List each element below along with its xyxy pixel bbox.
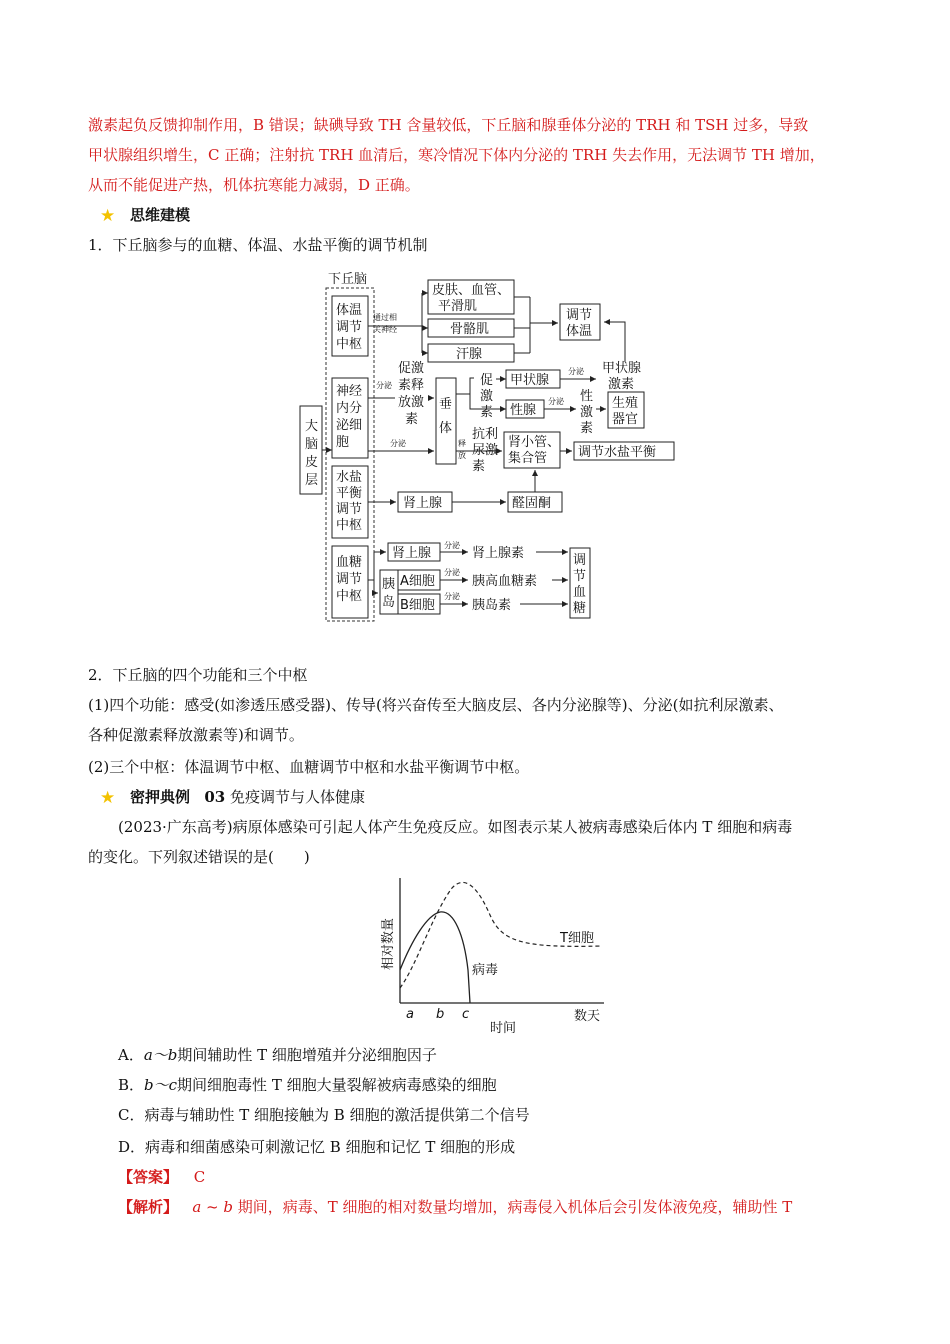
series-label-tcell: T细胞 [560,931,594,946]
glucagon: 胰高血糖素 [472,574,538,589]
releasing-3: 放激 [398,395,425,410]
center-temp-3: 中枢 [336,337,363,352]
example-number: 03 [204,788,226,806]
release-2: 放 [458,451,466,460]
center-neuro-1: 神经 [336,384,363,399]
adrenal: 肾上腺 [403,496,443,511]
releasing-4: 素 [405,412,419,427]
center-water-1: 水盐 [336,470,363,485]
aldosterone: 醛固酮 [512,496,552,511]
a-cell: A细胞 [400,574,435,589]
option-a-range: a～b [143,1046,178,1064]
kidney-1: 肾小管、 [508,435,561,450]
regulate-temp-1: 调节 [566,308,593,323]
center-water-3: 调节 [336,502,363,517]
series-virus [400,912,470,1003]
centers-line: (2)三个中枢：体温调节中枢、血糖调节中枢和水盐平衡调节中枢。 [88,758,530,776]
center-neuro-4: 胞 [336,435,350,450]
release-1: 释 [458,439,466,448]
adh-3: 素 [472,459,486,474]
center-sugar-2: 调节 [336,572,363,587]
option-d-text: 病毒和细菌感染可刺激记忆 B 细胞和记忆 T 细胞的形成 [145,1138,516,1156]
islet-2: 岛 [382,595,396,610]
intro-line-1: 激素起负反馈抑制作用，B 错误；缺碘导致 TH 含量较低，下丘脑和腺垂体分泌的 TRH 和 TSH 过多，导致 [88,116,809,134]
pituitary-2: 体 [439,421,453,436]
tropic-2: 激 [480,389,494,404]
regulate-water: 调节水盐平衡 [578,445,657,460]
question-source: (2023·广东高考) [118,818,233,836]
via-nerve-2: 关神经 [373,325,397,334]
option-b-text: 期间细胞毒性 T 细胞大量裂解被病毒感染的细胞 [177,1076,497,1094]
x-tick-a: a [406,1007,414,1022]
heading-2: 2．下丘脑的四个功能和三个中枢 [88,666,308,684]
center-temp-2: 调节 [336,320,363,335]
adrenal-2: 肾上腺 [392,546,432,561]
virus-tcell-chart [372,870,622,1040]
regulate-temp-2: 体温 [566,324,593,339]
example-heading [130,790,365,805]
center-sugar-3: 中枢 [336,589,363,604]
question-line-1 [118,820,792,835]
releasing-2: 素释 [398,378,425,393]
center-sugar-1: 血糖 [336,555,363,570]
center-neuro-3: 泌细 [336,418,363,433]
star-icon: ★ [100,206,116,226]
tropic-3: 素 [480,405,494,420]
functions-line-2: 各种促激素释放激素等)和调节。 [88,726,304,744]
via-nerve-1: 通过相 [373,313,397,322]
center-temp-1: 体温 [336,303,363,318]
cortex-2: 脑 [305,437,319,452]
kidney-2: 集合管 [508,451,548,466]
thyroid: 甲状腺 [510,373,550,388]
thyroid-hormone-1: 甲状腺 [602,361,642,376]
x-axis-unit: 数天 [574,1009,601,1024]
analysis-label: 【解析】 [118,1198,179,1216]
regulate-sugar-3: 血 [573,585,587,600]
hypothalamus-label: 下丘脑 [328,272,368,287]
analysis-line [118,1200,792,1215]
answer-value: C [193,1168,206,1186]
intro-line-2: 甲状腺组织增生，C 正确；注射抗 TRH 血清后，寒冷情况下体内分泌的 TRH 失去作用，无法调节 TH 增加， [88,146,825,164]
islet-1: 胰 [382,577,396,592]
sex-hormone-1: 性 [580,389,594,404]
secrete-5: 分泌 [444,541,460,550]
hypothalamus-regulation-diagram [290,268,690,628]
option-a [118,1048,437,1063]
option-d-letter: D． [118,1138,146,1156]
answer-line [118,1170,205,1185]
example-label: 密押典例 [130,788,191,806]
adh-2: 尿激 [472,443,499,458]
center-water-4: 中枢 [336,518,363,533]
secrete-1: 分泌 [376,381,392,390]
sex-hormone-2: 激 [580,405,594,420]
center-water-2: 平衡 [336,486,363,501]
option-c [118,1108,530,1123]
option-b-range: b～c [144,1076,178,1094]
option-b-letter: B． [118,1076,145,1094]
reproductive-2: 器官 [612,412,639,427]
insulin: 胰岛素 [472,598,512,613]
intro-line-3: 从而不能促进产热，机体抗寒能力减弱，D 正确。 [88,176,420,194]
x-axis-label: 时间 [490,1021,517,1036]
skin-1: 皮肤、血管、 [432,283,511,298]
cortex-3: 皮 [305,455,319,470]
regulate-sugar-2: 节 [573,569,587,584]
reproductive-1: 生殖 [612,396,639,411]
secrete-2: 分泌 [390,439,406,448]
skeletal: 骨骼肌 [450,322,490,337]
answer-label: 【答案】 [118,1168,179,1186]
secrete-4: 分泌 [548,397,564,406]
y-axis-label: 相对数量 [381,917,396,970]
thyroid-hormone-2: 激素 [608,377,635,392]
pituitary-1: 垂 [439,397,453,412]
secrete-3: 分泌 [568,367,584,376]
cortex-4: 层 [305,473,319,488]
regulate-sugar-4: 糖 [573,601,587,616]
star-icon: ★ [100,788,116,808]
releasing-1: 促激 [398,361,425,376]
series-label-virus: 病毒 [472,963,499,978]
sweat: 汗腺 [456,347,483,362]
example-title: 免疫调节与人体健康 [229,788,365,806]
x-tick-b: b [436,1007,445,1022]
cortex-1: 大 [305,419,319,434]
question-text-1: 病原体感染可引起人体产生免疫反应。如图表示某人被病毒感染后体内 T 细胞和病毒 [232,818,793,836]
question-line-2: 的变化。下列叙述错误的是( ) [88,848,310,866]
analysis-range: a ~ b [192,1198,233,1216]
gonad: 性腺 [510,403,537,418]
option-d [118,1140,515,1155]
secrete-7: 分泌 [444,592,460,601]
b-cell: B细胞 [400,598,435,613]
x-tick-c: c [462,1007,470,1022]
adh-1: 抗利 [472,427,499,442]
regulate-sugar-1: 调 [573,553,587,568]
adrenaline: 肾上腺素 [472,546,525,561]
option-c-text: 病毒与辅助性 T 细胞接触为 B 细胞的激活提供第二个信号 [144,1106,530,1124]
center-neuro-2: 内分 [336,401,363,416]
functions-line-1: (1)四个功能：感受(如渗透压感受器)、传导(将兴奋传至大脑皮层、各内分泌腺等)、分泌(如抗利尿激素、 [88,696,784,714]
secrete-6: 分泌 [444,568,460,577]
section-thinking-title: 思维建模 [130,206,191,224]
sex-hormone-3: 素 [580,421,594,436]
analysis-text: 期间，病毒、T 细胞的相对数量均增加，病毒侵入机体后会引发体液免疫，辅助性 T [232,1198,793,1216]
skin-2: 平滑肌 [438,299,478,314]
option-c-letter: C． [118,1106,145,1124]
option-a-text: 期间辅助性 T 细胞增殖并分泌细胞因子 [177,1046,437,1064]
heading-1: 1．下丘脑参与的血糖、体温、水盐平衡的调节机制 [88,236,428,254]
tropic-1: 促 [480,373,494,388]
option-b [118,1078,497,1093]
option-a-letter: A． [118,1046,144,1064]
